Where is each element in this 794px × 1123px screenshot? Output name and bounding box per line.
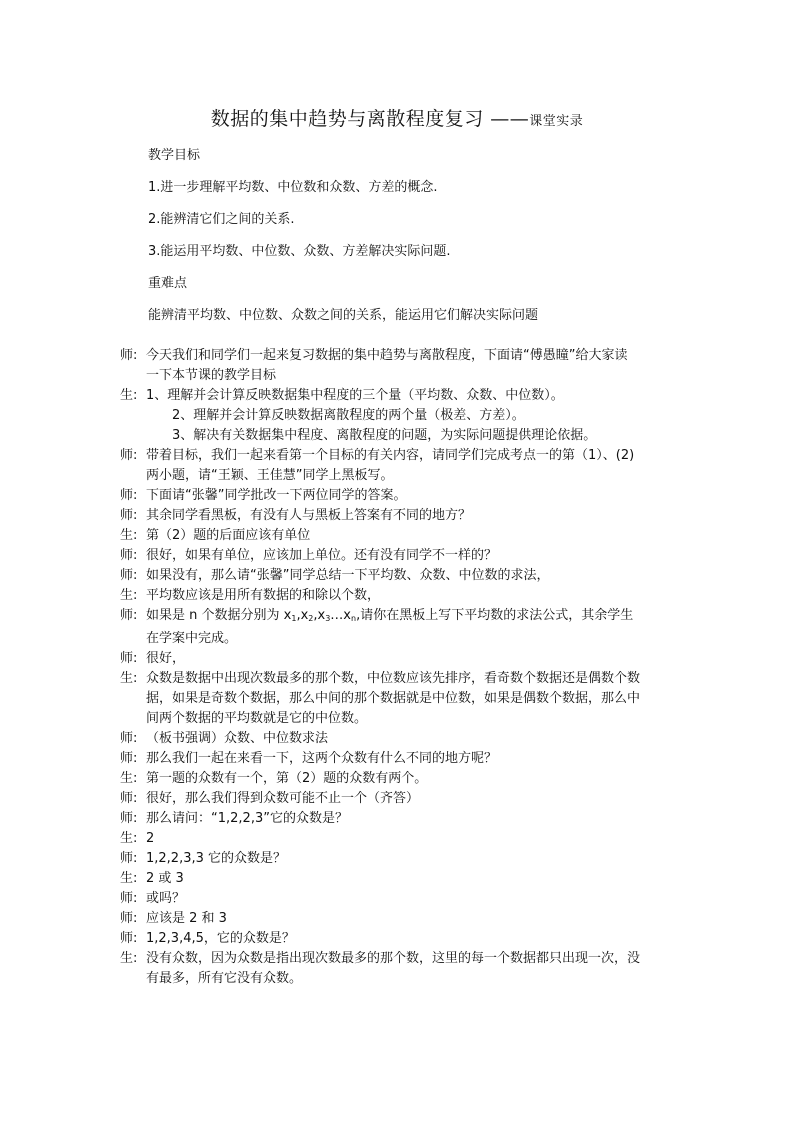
dialog-text-line: 今天我们和同学们一起来复习数据的集中趋势与离散程度，下面请“傅愚瞳”给大家读	[146, 348, 628, 363]
dialog-text-line: 应该是 2 和 3	[146, 911, 227, 926]
dialog-text	[146, 546, 680, 566]
dialog-text-line: 2、理解并会计算反映数据离散程度的两个量（极差、方差）。	[172, 408, 525, 423]
speaker-label: 生:	[120, 831, 138, 846]
dialog-text	[146, 769, 680, 789]
dialog-text	[146, 949, 680, 989]
goal-item: 1.进一步理解平均数、中位数和众数、方差的概念.	[148, 180, 438, 195]
dialog-line	[120, 949, 680, 989]
goal-item: 3.能运用平均数、中位数、众数、方差解决实际问题.	[148, 244, 451, 259]
speaker-label: 师:	[120, 811, 138, 826]
dialog-text-line: 两小题，请“王颖、王佳慧”同学上黑板写。	[146, 468, 394, 483]
dialog-text-line: 那么我们一起在来看一下，这两个众数有什么不同的地方呢？	[146, 751, 498, 766]
dialog-text-line: 1、理解并会计算反映数据集中程度的三个量（平均数、众数、中位数）。	[146, 388, 564, 403]
dialog-text	[146, 849, 680, 869]
dialog-text-line: 如果是 n 个数据分别为 $x_1,x_2,x_3\dots x_n$,请你在黑板上写下平均数的求法公式，其余学生	[146, 608, 634, 623]
dialog-text-line: 平均数应该是用所有数据的和除以个数，	[146, 588, 381, 603]
speaker-label: 师:	[120, 731, 138, 746]
speaker-label: 师:	[120, 608, 138, 623]
dialog-line	[120, 446, 680, 486]
goal-item: 2.能辨清它们之间的关系.	[148, 212, 295, 227]
dialog-line	[120, 669, 680, 729]
title-main: 数据的集中趋势与离散程度复习 ——	[210, 108, 530, 130]
dialog-line	[120, 869, 680, 889]
dialog-line	[120, 789, 680, 809]
dialog-text-line: 那么请问：“1,2,2,3”它的众数是？	[146, 811, 348, 826]
dialog-line	[120, 749, 680, 769]
dialog-line	[120, 829, 680, 849]
dialog-text	[146, 506, 680, 526]
dialog-text-line: 3、解决有关数据集中程度、离散程度的问题，为实际问题提供理论依据。	[172, 428, 597, 443]
dialog-line	[120, 346, 680, 386]
dialog-text	[146, 446, 680, 486]
speaker-label: 生:	[120, 388, 138, 403]
speaker-label: 生:	[120, 671, 138, 686]
dialog-line	[120, 649, 680, 669]
dialog-text-line: 众数是数据中出现次数最多的那个数，中位数应该先排序，看奇数个数据还是偶数个数	[146, 671, 641, 686]
speaker-label: 生:	[120, 771, 138, 786]
speaker-label: 师:	[120, 931, 138, 946]
title-sub: 课堂实录	[529, 114, 584, 129]
speaker-label: 师:	[120, 851, 138, 866]
dialog-text	[146, 789, 680, 809]
dialog-transcript	[120, 346, 680, 989]
speaker-label: 师:	[120, 891, 138, 906]
dialog-line	[120, 849, 680, 869]
dialog-text-line: 一下本节课的教学目标	[146, 368, 277, 383]
goals-heading: 教学目标	[148, 148, 201, 163]
dialog-text-line: 如果没有，那么请“张馨”同学总结一下平均数、众数、中位数的求法，	[146, 568, 550, 583]
dialog-text-line: 很好，那么我们得到众数可能不止一个（齐答）	[146, 791, 420, 806]
dialog-text-line: 其余同学看黑板，有没有人与黑板上答案有不同的地方？	[146, 508, 472, 523]
key-points-text: 能辨清平均数、中位数、众数之间的关系，能运用它们解决实际问题	[148, 308, 539, 323]
speaker-label: 生:	[120, 871, 138, 886]
speaker-label: 师:	[120, 508, 138, 523]
dialog-line	[120, 889, 680, 909]
dialog-text-line: 很好，	[146, 651, 186, 666]
key-points-heading: 重难点	[148, 276, 188, 291]
dialog-line	[120, 386, 680, 446]
dialog-text-line: 1,2,2,3,3 它的众数是？	[146, 851, 287, 866]
speaker-label: 生:	[120, 951, 138, 966]
dialog-text	[146, 566, 680, 586]
dialog-text-line: 第一题的众数有一个，第（2）题的众数有两个。	[146, 771, 428, 786]
dialog-line	[120, 566, 680, 586]
speaker-label: 师:	[120, 651, 138, 666]
dialog-line	[120, 486, 680, 506]
dialog-text	[146, 586, 680, 606]
dialog-line	[120, 586, 680, 606]
dialog-line	[120, 809, 680, 829]
dialog-text	[146, 386, 680, 446]
teaching-goals	[148, 148, 708, 324]
dialog-text-line: 很好，如果有单位，应该加上单位。还有没有同学不一样的？	[146, 548, 498, 563]
dialog-line	[120, 769, 680, 789]
dialog-text	[146, 809, 680, 829]
speaker-label: 师:	[120, 791, 138, 806]
dialog-text-line: 第（2）题的后面应该有单位	[146, 528, 311, 543]
dialog-line	[120, 546, 680, 566]
dialog-text	[146, 749, 680, 769]
dialog-text-line: 没有众数，因为众数是指出现次数最多的那个数，这里的每一个数据都只出现一次，没	[146, 951, 641, 966]
dialog-text-line: 带着目标，我们一起来看第一个目标的有关内容，请同学们完成考点一的第（1）、(2)	[146, 448, 635, 463]
speaker-label: 师:	[120, 568, 138, 583]
dialog-text	[146, 606, 680, 649]
dialog-line	[120, 606, 680, 649]
document-title	[0, 104, 794, 131]
dialog-text-line: 间两个数据的平均数就是它的中位数。	[146, 711, 368, 726]
dialog-text	[146, 929, 680, 949]
dialog-text-line: 在学案中完成。	[146, 631, 238, 646]
dialog-text-line: 2 或 3	[146, 871, 184, 886]
dialog-text	[146, 909, 680, 929]
dialog-text	[146, 729, 680, 749]
dialog-text-line: 或吗？	[146, 891, 186, 906]
dialog-line	[120, 506, 680, 526]
dialog-text	[146, 649, 680, 669]
dialog-text	[146, 669, 680, 729]
dialog-line	[120, 929, 680, 949]
dialog-text-line: 据，如果是奇数个数据，那么中间的那个数据就是中位数，如果是偶数个数据，那么中	[146, 691, 641, 706]
dialog-text	[146, 526, 680, 546]
dialog-text-line: 有最多，所有它没有众数。	[146, 971, 303, 986]
dialog-text	[146, 869, 680, 889]
dialog-line	[120, 909, 680, 929]
speaker-label: 师:	[120, 488, 138, 503]
speaker-label: 师:	[120, 911, 138, 926]
dialog-text	[146, 486, 680, 506]
dialog-text	[146, 829, 680, 849]
speaker-label: 师:	[120, 751, 138, 766]
dialog-text	[146, 889, 680, 909]
dialog-line	[120, 526, 680, 546]
speaker-label: 生:	[120, 588, 138, 603]
dialog-text-line: 2	[146, 831, 155, 846]
dialog-text	[146, 346, 680, 386]
dialog-line	[120, 729, 680, 749]
dialog-text-line: 下面请“张馨”同学批改一下两位同学的答案。	[146, 488, 407, 503]
speaker-label: 师:	[120, 348, 138, 363]
dialog-text-line: 1,2,3,4,5，它的众数是？	[146, 931, 295, 946]
speaker-label: 生:	[120, 528, 138, 543]
speaker-label: 师:	[120, 548, 138, 563]
speaker-label: 师:	[120, 448, 138, 463]
dialog-text-line: （板书强调）众数、中位数求法	[146, 731, 329, 746]
